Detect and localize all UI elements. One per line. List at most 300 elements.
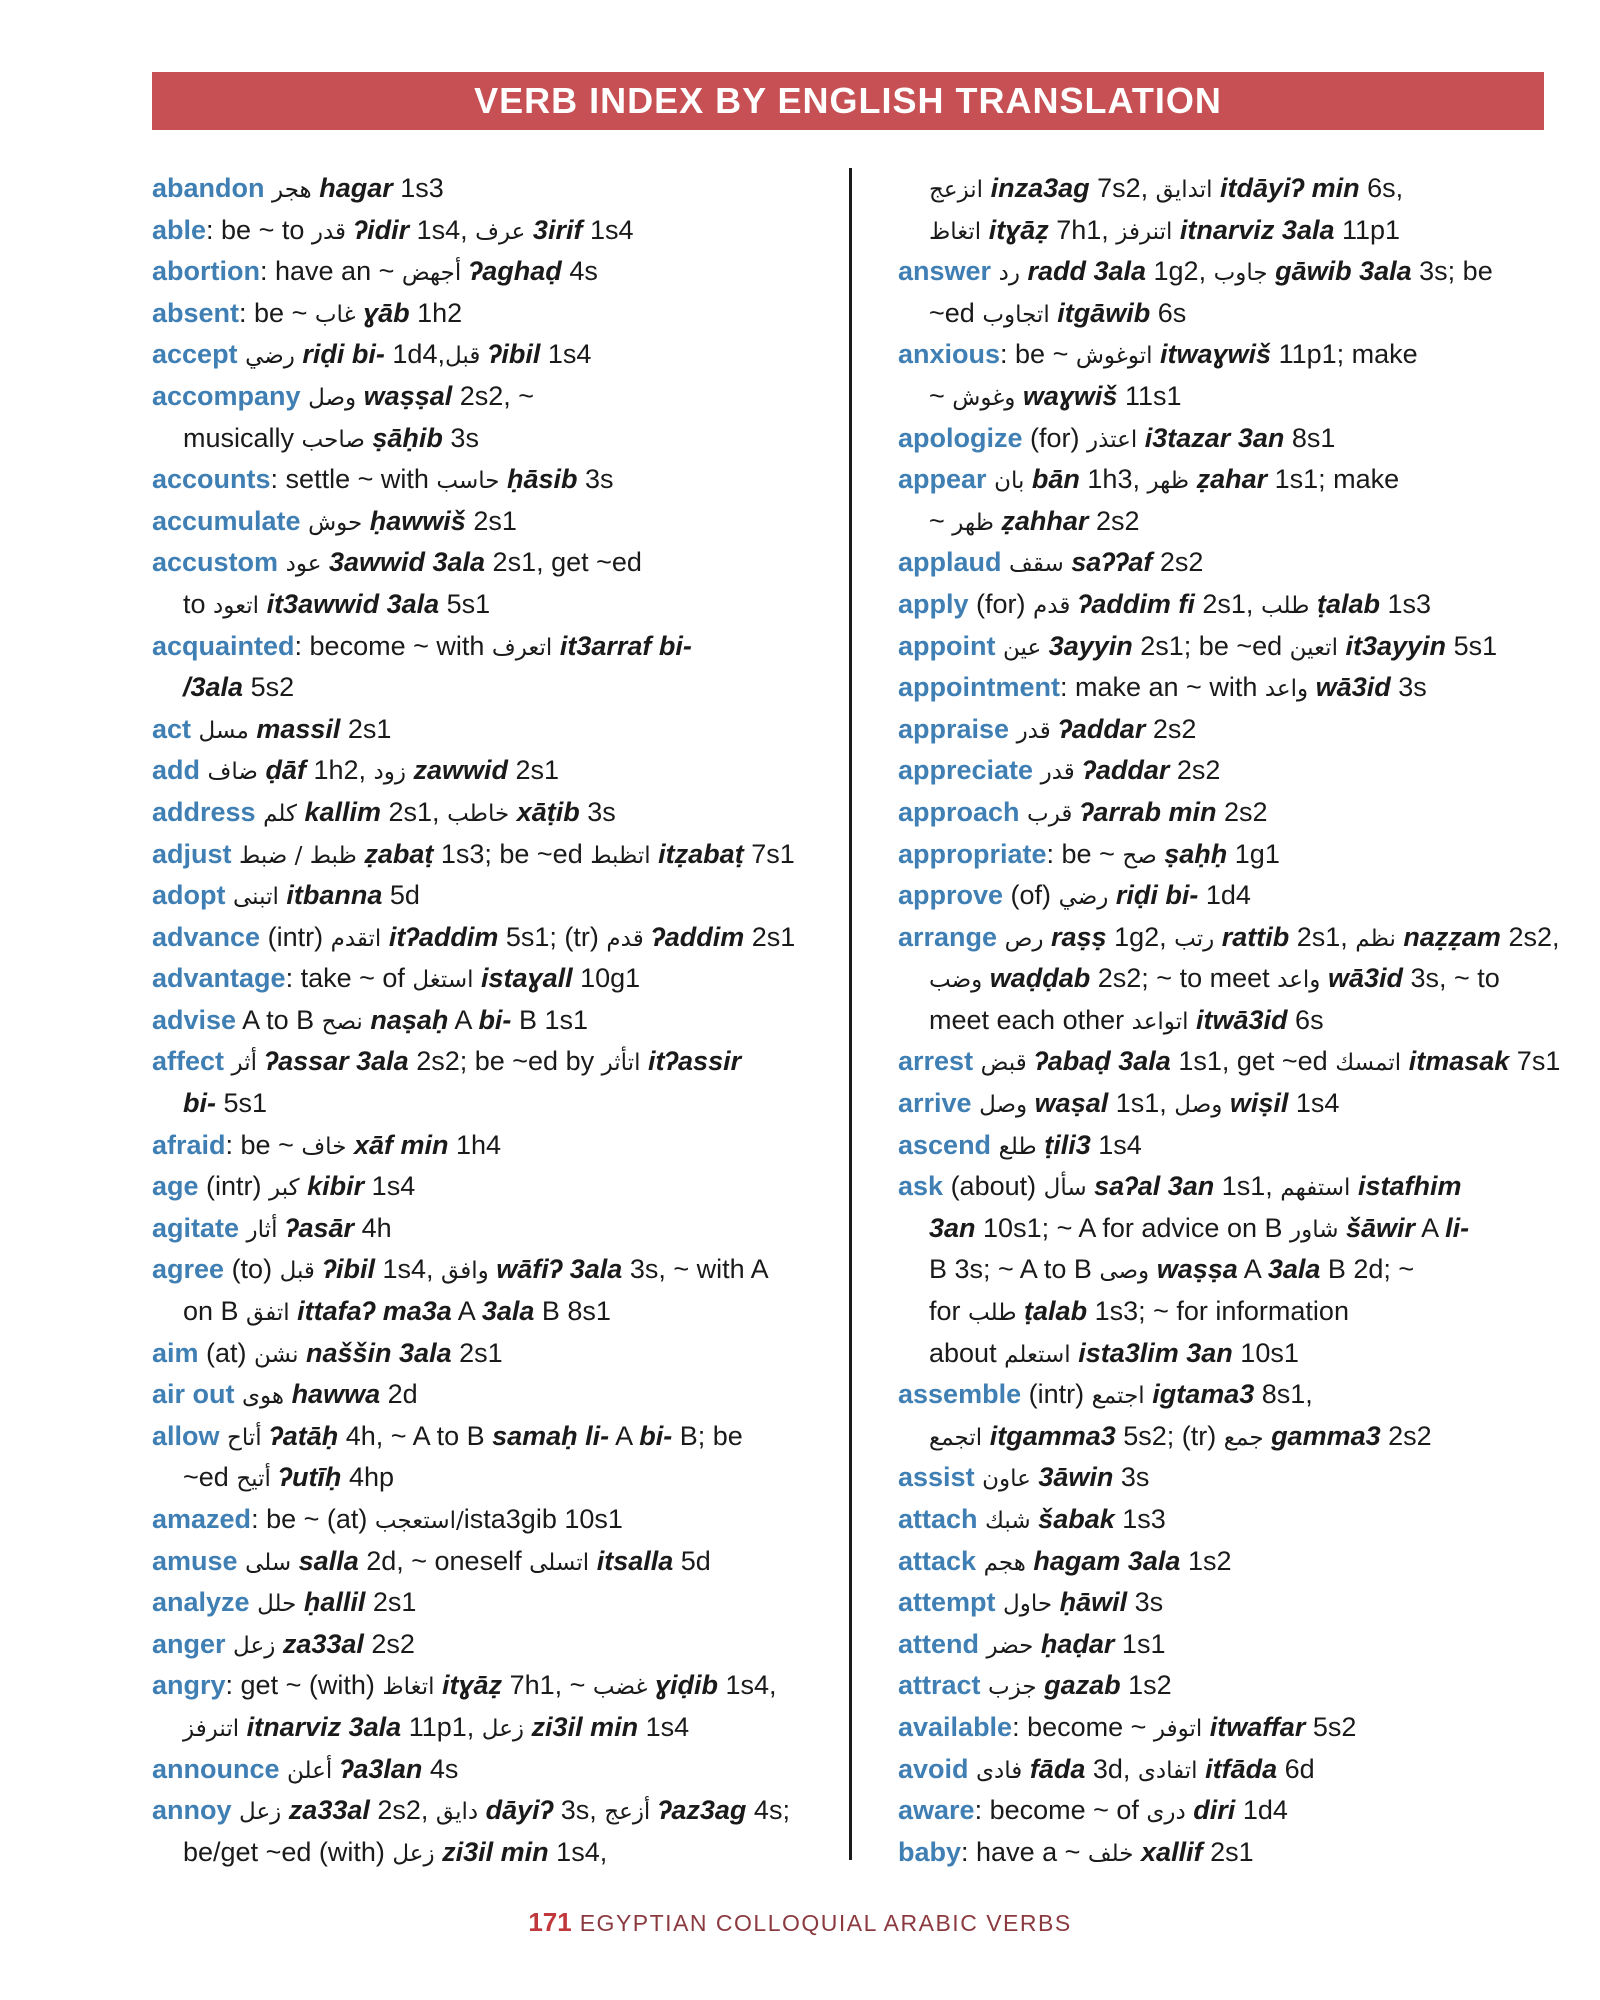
entry-text: 2s2: [1152, 547, 1204, 578]
headword: allow: [152, 1420, 220, 1451]
entry-text: 2s2: [1145, 713, 1197, 744]
headword: answer: [898, 256, 992, 287]
entry-text: [1308, 672, 1316, 702]
entry-text: 10s1: [1232, 1337, 1299, 1368]
entry-text: [981, 215, 989, 245]
arabic-verb: اتأثر: [601, 1050, 641, 1077]
headword: assemble: [898, 1379, 1022, 1410]
headword: approach: [898, 796, 1020, 827]
transliteration: itɣāẓ: [988, 214, 1049, 245]
entry-text: [381, 922, 389, 952]
entry-text: [259, 589, 267, 619]
index-entry: [152, 210, 832, 252]
transliteration: diri: [1193, 1795, 1236, 1826]
arabic-verb: وصى: [1099, 1258, 1150, 1285]
page-footer: [0, 1907, 1600, 1938]
arabic-verb: زعل: [239, 1799, 282, 1826]
entry-text: 2s1,: [1289, 921, 1356, 952]
arabic-verb: طلب: [1260, 592, 1310, 619]
arabic-verb: رتب: [1174, 925, 1215, 952]
entry-text: [301, 506, 309, 536]
index-entry: [898, 917, 1578, 959]
arabic-verb: حضر: [986, 1632, 1034, 1659]
index-entry: [152, 1374, 832, 1416]
arabic-verb: قدم: [1033, 592, 1071, 619]
index-entry: [152, 1208, 832, 1250]
arabic-verb: كلم: [263, 800, 297, 827]
arabic-verb: ظبط / ضبط: [239, 842, 357, 869]
arabic-verb: رد: [998, 260, 1020, 287]
headword: aware: [898, 1795, 975, 1826]
arabic-verb: وافق: [441, 1258, 489, 1285]
arabic-verb: هجر: [272, 177, 312, 203]
index-entry: [152, 1000, 832, 1042]
entry-text: [362, 506, 370, 536]
entry-text: [996, 1587, 1004, 1617]
entry-text: [1264, 1421, 1272, 1451]
transliteration: ʔaddar: [1058, 713, 1146, 744]
arabic-verb: زعل: [481, 1715, 525, 1742]
transliteration: itgāwib: [1057, 297, 1151, 328]
transliteration: itsalla: [596, 1545, 674, 1576]
entry-text: 2s1,: [381, 796, 448, 827]
headword: available: [898, 1711, 1013, 1742]
arabic-verb: استغل: [412, 967, 474, 994]
entry-text: 2s2: [363, 1628, 415, 1659]
index-entry: [152, 1790, 832, 1832]
transliteration: samaḥ li-: [492, 1420, 610, 1451]
entry-text: [226, 880, 234, 910]
arabic-verb: اتنرفز: [1116, 218, 1173, 245]
arabic-verb: غضب: [592, 1674, 648, 1701]
transliteration: hagar: [319, 173, 393, 203]
index-entry: [898, 792, 1578, 834]
arabic-verb: أتاح: [227, 1424, 262, 1451]
entry-text: [356, 381, 364, 411]
transliteration: ʔassar 3ala: [264, 1046, 409, 1077]
arabic-verb: حلل: [257, 1591, 297, 1618]
headword: assist: [898, 1462, 975, 1493]
entry-text: : make an ~ with: [1060, 672, 1265, 703]
entry-text: [1137, 423, 1145, 453]
transliteration: ista3lim 3an: [1078, 1337, 1233, 1368]
entry-text: 3s, ~ with A: [622, 1254, 769, 1285]
entry-text: : be ~: [1046, 838, 1123, 869]
entry-text: [301, 381, 309, 411]
transliteration: ʔaghaḍ: [468, 256, 562, 287]
entry-text: [346, 1130, 354, 1160]
arabic-verb: سلى: [245, 1549, 292, 1576]
entry-text: 2d, ~ oneself: [358, 1545, 530, 1576]
headword: announce: [152, 1753, 280, 1784]
index-entry: [898, 1166, 1578, 1208]
index-entry: [152, 834, 832, 876]
entry-text: [346, 215, 354, 245]
transliteration: ʔaddar: [1082, 755, 1170, 786]
entry-text: [1072, 797, 1080, 827]
transliteration: ittafaʔ ma3a: [297, 1296, 452, 1327]
entry-text: [975, 1462, 983, 1492]
entry-text: 1s1,: [1214, 1171, 1281, 1202]
transliteration: itnarviz 3ala: [1179, 214, 1335, 245]
arabic-verb: اتجاوب: [982, 301, 1050, 328]
entry-continuation-line: [152, 1832, 832, 1874]
arabic-verb: زود: [373, 759, 406, 786]
entry-text: 1s4,: [717, 1670, 777, 1701]
headword: accustom: [152, 547, 279, 578]
index-entry: [152, 501, 832, 543]
entry-text: 1s3; ~ for information: [1087, 1296, 1349, 1327]
section-title: VERB INDEX BY ENGLISH TRANSLATION: [474, 80, 1222, 121]
entry-text: [589, 1546, 597, 1576]
transliteration: itgamma3: [989, 1420, 1116, 1451]
entry-text: ~ed: [929, 297, 983, 328]
entry-text: (for): [1022, 422, 1088, 453]
entry-text: [435, 1670, 443, 1700]
entry-text: [1320, 963, 1328, 993]
arabic-verb: غاب: [314, 301, 356, 328]
entry-text: [1222, 1088, 1230, 1118]
entry-text: 2s2; be ~ed by: [408, 1046, 602, 1077]
entry-text: B 8s1: [534, 1296, 611, 1327]
entry-continuation-line: [898, 958, 1578, 1000]
entry-text: [1153, 339, 1161, 369]
entry-text: [1189, 464, 1197, 494]
page-number: 171: [528, 1907, 572, 1937]
arabic-verb: نصح: [321, 1008, 363, 1035]
entry-text: [332, 1754, 340, 1784]
entry-continuation-line: [898, 210, 1578, 252]
arabic-verb: ظهر: [952, 509, 994, 536]
entry-text: [256, 797, 264, 827]
transliteration: ḥawwiš: [369, 505, 466, 536]
transliteration: ẓahar: [1196, 464, 1268, 495]
entry-text: [1198, 1754, 1206, 1784]
entry-text: : take ~ of: [285, 963, 413, 994]
headword: attack: [898, 1545, 977, 1576]
headword: arrive: [898, 1088, 972, 1119]
arabic-verb: واعد: [1277, 967, 1321, 994]
entry-continuation-line: [152, 1707, 832, 1749]
entry-text: 7s1: [743, 838, 795, 869]
section-header-banner: [152, 72, 1544, 130]
entry-text: 1s4: [1288, 1088, 1340, 1119]
entry-text: 5s1: [1446, 630, 1498, 661]
arabic-verb: قدم: [606, 925, 644, 952]
index-entry: [152, 709, 832, 751]
entry-text: 1s3: [1114, 1504, 1166, 1534]
arabic-verb: ظهر: [1147, 468, 1190, 495]
entry-continuation-line: [898, 293, 1578, 335]
entry-text: [1087, 1171, 1095, 1201]
entry-text: 3s: [579, 796, 616, 827]
arabic-verb: أزعج: [604, 1799, 651, 1826]
transliteration: za33al: [282, 1628, 364, 1659]
entry-text: (to): [224, 1254, 280, 1285]
transliteration: itmasak: [1408, 1046, 1510, 1077]
transliteration: waɣwiš: [1022, 380, 1118, 411]
index-entry: [152, 1249, 832, 1291]
entry-text: [291, 1546, 299, 1576]
transliteration: ṭili3: [1044, 1129, 1091, 1160]
entry-text: 6s,: [1359, 173, 1404, 203]
transliteration: wā3id: [1327, 963, 1403, 994]
entry-text: [1339, 1213, 1347, 1243]
transliteration: xāṭib: [516, 796, 580, 827]
entry-text: 1s1,: [1108, 1088, 1175, 1119]
arabic-verb: مسل: [198, 717, 249, 744]
index-entry: [152, 293, 832, 335]
transliteration: bān: [1031, 464, 1080, 495]
transliteration: ṭalab: [1024, 1296, 1088, 1327]
arabic-verb: حوش: [308, 509, 363, 536]
entry-text: [1202, 1712, 1210, 1742]
entry-text: 2s2,: [1500, 921, 1560, 952]
entry-text: ista3gib 10s1: [463, 1504, 623, 1534]
arabic-verb: اتغاظ: [382, 1674, 435, 1701]
transliteration: ḥāwil: [1059, 1587, 1128, 1618]
entry-text: [224, 1046, 232, 1076]
transliteration: ɣāb: [363, 297, 410, 328]
entry-text: 7s1: [1509, 1046, 1561, 1077]
entry-text: 8s1: [1284, 422, 1336, 453]
entry-text: 2s1: [508, 755, 560, 786]
arabic-verb: جزب: [988, 1674, 1037, 1701]
index-entry: [152, 875, 832, 917]
entry-text: [238, 1546, 246, 1576]
entry-text: [1015, 381, 1023, 411]
index-entry: [152, 1041, 832, 1083]
entry-text: be/get ~ed (with): [183, 1836, 393, 1867]
index-entry: [898, 459, 1578, 501]
transliteration: šabak: [1038, 1504, 1115, 1534]
index-entry: [898, 750, 1578, 792]
entry-text: 7s2,: [1089, 173, 1156, 203]
headword: analyze: [152, 1587, 250, 1618]
entry-text: [1024, 464, 1032, 494]
arabic-verb: قرب: [1027, 800, 1073, 827]
arabic-verb: عود: [285, 551, 322, 578]
arabic-verb: رضي: [1058, 884, 1109, 911]
transliteration: li-: [1445, 1212, 1470, 1243]
arabic-verb: فادى: [976, 1757, 1023, 1784]
transliteration: itɣāẓ: [442, 1670, 503, 1701]
transliteration: waṣṣal: [363, 380, 453, 411]
entry-text: ~: [929, 505, 953, 536]
entry-text: ~: [929, 380, 953, 411]
entry-text: 1s4,: [374, 1254, 442, 1285]
entry-text: A: [1237, 1254, 1268, 1285]
arabic-verb: اجتمع: [1091, 1383, 1145, 1410]
index-entry: [898, 1624, 1578, 1666]
entry-text: 11p1: [1334, 214, 1401, 245]
transliteration: wiṣil: [1229, 1088, 1289, 1119]
entry-text: 2s2; ~ to meet: [1090, 963, 1278, 994]
transliteration: rattib: [1221, 921, 1290, 952]
arabic-verb: وصل: [308, 384, 357, 411]
transliteration: xallif: [1141, 1836, 1203, 1867]
transliteration: ẓabaṭ: [364, 838, 434, 869]
transliteration: 3ala: [1267, 1254, 1321, 1285]
entry-text: 2s2: [1216, 796, 1268, 827]
entry-text: [1020, 797, 1028, 827]
entry-text: 2s1: [465, 505, 517, 536]
entry-text: 6s: [1287, 1004, 1324, 1035]
arabic-verb: طلب: [968, 1300, 1017, 1327]
entry-text: [1044, 922, 1052, 952]
entry-continuation-line: [152, 667, 832, 709]
arabic-verb: هوى: [242, 1383, 285, 1410]
entry-text: 5s1; (tr): [498, 921, 607, 952]
headword: appreciate: [898, 755, 1034, 786]
transliteration: šāwir: [1346, 1212, 1416, 1243]
entry-text: : be ~: [225, 1129, 302, 1160]
arabic-verb: /استعجب: [374, 1508, 464, 1534]
headword: accounts: [152, 464, 271, 495]
entry-text: [1108, 880, 1116, 910]
arabic-verb: شاور: [1290, 1216, 1339, 1243]
entry-text: [257, 1046, 265, 1076]
arabic-verb: اتسلى: [529, 1549, 590, 1576]
entry-text: [641, 1046, 649, 1076]
entry-text: [969, 1754, 977, 1784]
transliteration: waṣal: [1034, 1088, 1109, 1119]
entry-text: (about): [943, 1171, 1044, 1202]
entry-text: : settle ~ with: [270, 464, 437, 495]
headword: address: [152, 796, 256, 827]
headword: afraid: [152, 1129, 226, 1160]
headword: advise: [152, 1004, 237, 1035]
transliteration: itwā3id: [1196, 1004, 1288, 1035]
arabic-verb: قبل: [444, 343, 481, 370]
entry-text: B; be: [672, 1420, 743, 1451]
transliteration: gāwib 3ala: [1275, 256, 1412, 287]
entry-text: [1268, 256, 1276, 286]
entry-text: [1041, 631, 1049, 661]
entry-text: A: [609, 1420, 640, 1451]
headword: amazed: [152, 1504, 252, 1534]
arabic-verb: اتمسك: [1335, 1050, 1402, 1077]
entry-text: [300, 1171, 308, 1201]
transliteration: ʔibil: [487, 339, 541, 370]
headword: abandon: [152, 173, 265, 203]
headword: anger: [152, 1628, 226, 1659]
entry-text: 5s2: [1305, 1711, 1357, 1742]
arabic-verb: درى: [1146, 1799, 1186, 1826]
entry-text: [647, 1670, 655, 1700]
entry-text: about: [929, 1337, 1005, 1368]
arabic-verb: قدر: [311, 218, 347, 245]
entry-text: [277, 1213, 285, 1243]
transliteration: bi-: [478, 1004, 512, 1035]
entry-text: [1070, 589, 1078, 619]
index-entry: [898, 334, 1578, 376]
entry-text: 3s: [1390, 672, 1427, 703]
transliteration: ʔaddim fi: [1077, 588, 1195, 619]
entry-text: [474, 963, 482, 993]
headword: abortion: [152, 256, 260, 287]
entry-text: [650, 1795, 658, 1825]
entry-text: ~ed: [183, 1462, 237, 1493]
headword: attract: [898, 1670, 981, 1701]
arabic-verb: اتفادى: [1137, 1757, 1198, 1784]
entry-text: [1022, 1754, 1030, 1784]
arabic-verb: قدر: [1040, 759, 1075, 786]
transliteration: riḍi bi-: [1115, 880, 1199, 911]
entry-text: 4h: [354, 1212, 392, 1243]
entry-continuation-line: [152, 1083, 832, 1125]
arabic-verb: رضي: [245, 343, 295, 370]
entry-continuation-line: [898, 1000, 1578, 1042]
index-entry: [898, 1790, 1578, 1832]
headword: accept: [152, 339, 238, 370]
headword: able: [152, 214, 207, 245]
index-entry: [152, 1125, 832, 1167]
entry-text: [278, 547, 286, 577]
transliteration: itfāda: [1205, 1753, 1278, 1784]
arabic-verb: اعتذر: [1087, 426, 1138, 453]
transliteration: it3awwid 3ala: [266, 588, 440, 619]
entry-text: 1d4: [1235, 1795, 1288, 1826]
transliteration: saʔʔaf: [1071, 547, 1153, 578]
headword: advantage: [152, 963, 286, 994]
arabic-verb: هجم: [983, 1549, 1026, 1576]
entry-continuation-line: [898, 501, 1578, 543]
transliteration: zi3il min: [531, 1711, 639, 1742]
entry-text: 5d: [382, 880, 420, 911]
arabic-verb: نشن: [254, 1341, 299, 1368]
entry-text: B 2d; ~: [1320, 1254, 1415, 1285]
entry-continuation-line: [898, 168, 1578, 210]
entry-text: [265, 173, 273, 203]
entry-continuation-line: [898, 1333, 1578, 1375]
arabic-verb: اتبنى: [233, 884, 279, 911]
transliteration: ʔatāḥ: [269, 1420, 339, 1451]
entry-text: 3s: [1127, 1587, 1164, 1618]
entry-text: 1s1, get ~ed: [1170, 1046, 1336, 1077]
index-entry: [152, 334, 832, 376]
transliteration: zi3il min: [442, 1836, 549, 1867]
transliteration: zawwid: [413, 755, 508, 786]
index-entry: [898, 1083, 1578, 1125]
entry-text: [983, 173, 991, 203]
entry-text: : become ~: [1012, 1711, 1154, 1742]
transliteration: 3ayyin: [1048, 630, 1133, 661]
entry-text: [1401, 1046, 1409, 1076]
arabic-verb: اتنرفز: [183, 1715, 240, 1742]
entry-text: 11p1,: [401, 1711, 482, 1742]
entry-text: [972, 1088, 980, 1118]
index-entry: [152, 1541, 832, 1583]
entry-text: 5d: [673, 1545, 711, 1576]
arabic-verb: خاف: [301, 1133, 347, 1160]
index-entry: [898, 1665, 1578, 1707]
transliteration: dāyiʔ: [485, 1795, 554, 1826]
transliteration: inza3ag: [990, 173, 1090, 203]
entry-continuation-line: [898, 376, 1578, 418]
arabic-verb: اتعرف: [491, 634, 553, 661]
arabic-verb: اتوغوش: [1075, 343, 1153, 370]
transliteration: it3ayyin: [1345, 630, 1447, 661]
index-entry: [152, 626, 832, 668]
entry-text: [982, 963, 990, 993]
entry-text: on B: [183, 1296, 247, 1327]
headword: appointment: [898, 672, 1060, 703]
entry-text: meet each other: [929, 1004, 1132, 1035]
entry-text: [239, 1712, 247, 1742]
index-entry: [152, 917, 832, 959]
transliteration: riḍi bi-: [302, 339, 385, 370]
